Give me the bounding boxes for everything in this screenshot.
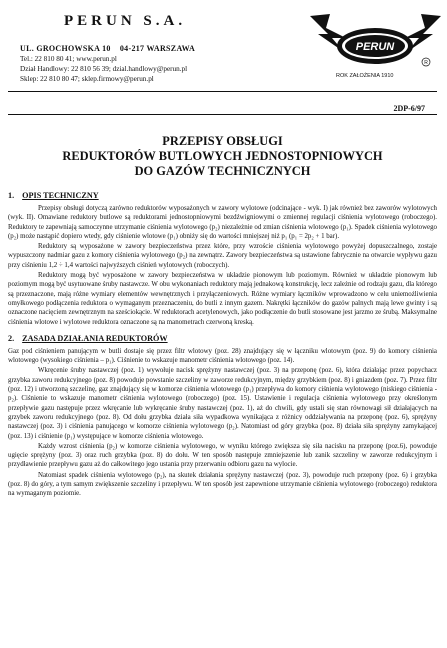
section-2-heading: 2. ZASADA DZIAŁANIA REDUKTORÓW <box>8 333 168 343</box>
section-2-paragraph-2: Wkręcenie śruby nastawczej (poz. 1) wywołuje nacisk sprężyny nastawczej (poz. 3) na przeponę (poz. 6), która działając przez popychacz grzybka zaworu redukcyjnego (poz. 8) powoduje powstanie szczeliny w zaworze redukcyjnym, między grzybkiem (poz. 8) i gniazdem (poz. 7). Przez filtr (poz. 12) i utworzoną szczelinę, gaz znajdujący się w komorze ciśnienia wlotowego (p₁) przepływa do komory ciśnienia wylotowego (niskiego ciśnienia - p₂). Ciśnienie to wskazuje manometr ciśnienia wylotowego (roboczego) (poz. 15). Ustawienie i regulacja ciśnienia wylotowego przy określonym przepływie gazu następuje przez wkręcanie lub wykręcanie śruby nastawczej (poz. 1), aż do chwili, gdy ustali się stan równowagi sił działających na grzybek zaworu redukcyjnego (poz. 8). Od dołu grzybka działa siła wypadkowa wynikająca z różnicy oddziaływania na przeponę (poz. 6), sprężyny nastawczej (poz. 3) i ciśnienia panującego w komorze ciśnienia wylotowego (p₂). Natomiast od góry grzybka (poz. 8) działa siła sprężyny zamykającej (poz. 13) i ciśnienie (p₁) występujące w komorze ciśnienia wlotowego. <box>8 367 437 440</box>
founded-year: ROK ZAŁOŻENIA 1910 <box>336 73 394 79</box>
company-address <box>20 44 195 53</box>
document-number: 2DP-6/97 <box>393 104 425 113</box>
section-1-paragraph-1: Przepisy obsługi dotyczą zarówno reduktorów wyposażonych w zawory wylotowe (odcinające - wyk. I) jak również bez zaworów wylotowych (wyk. II). Omawiane reduktory butlowe są reduktorami jednostopniowymi bezdźwigniowymi o zmiennej regulacji ciśnienia wylotowego (roboczego). Reduktory te zapewniają samoczynne utrzymanie ciśnienia wylotowego (p₂) niezależnie od zmian ciśnienia wlotowego (p₁). Spadek ciśnienia wylotowego (p₂) może nastąpić dopiero wtedy, gdy ciśnienie wlotowe (p₁) obniży się do wartości mniejszej niż p₁ (p₁ = 2p₂ + 1 bar). <box>8 205 437 240</box>
document-title <box>8 134 437 179</box>
section-2-paragraph-3: Każdy wzrost ciśnienia (p₂) w komorze ciśnienia wylotowego, w wyniku którego zwiększa się siła nacisku na przeponę (poz.6), powoduje ugięcie sprężyny (poz. 3) oraz ruch grzybka (poz. 8) do dołu. W ten sposób następuje zmniejszenie lub zanik szczeliny w zaworze redukcyjnym i przydławienie przepływu gazu aż do całkowitego jego ustania przy przerwaniu odbioru gazu na wylocie. <box>8 442 437 469</box>
title-line-1: PRZEPISY OBSŁUGI <box>162 134 283 148</box>
contact-phone: Tel.: 22 810 80 41; www.perun.pl <box>20 55 117 63</box>
section-1-paragraph-2: Reduktory są wyposażone w zawory bezpieczeństwa przez które, przy wzroście ciśnienia wylotowego powyżej dopuszczalnego, zostaje wypuszczony nadmiar gazu z komory ciśnienia wylotowego (p₂) na zewnątrz. Zawory bezpieczeństwa są ustawione fabrycznie na otwarcie wypływu gazu przy ciśnieniu 1,2 ÷ 1,4 wartości najwyższych ciśnień wylotowych (roboczych). <box>8 243 437 269</box>
address-city: 04-217 WARSZAWA <box>119 44 196 53</box>
section-2-paragraph-1: Gaz pod ciśnieniem panującym w butli dostaje się przez filtr wlotowy (poz. 28) znajdujący się w łączniku wlotowym (poz. 9) do komory ciśnienia wlotowego (wysokiego ciśnienia – p₁). Ciśnienie to wskazuje manometr ciśnienia wlotowego (poz. 14). <box>8 347 437 365</box>
header-divider-lower <box>8 114 437 115</box>
section-2-paragraph-4: Natomiast spadek ciśnienia wylotowego (p₂), na skutek działania sprężyny nastawczej (poz. 3), powoduje ruch przepony (poz. 6) i grzybka (poz. 8) do góry, a tym samym zwiększenie szczeliny i przepływu. W ten sposób jest zapewnione utrzymanie ciśnienia wylotowego (roboczego) reduktora na wymaganym poziomie. <box>8 471 437 498</box>
section-1-heading: 1. OPIS TECHNICZNY <box>8 191 99 200</box>
contact-shop: Sklep: 22 810 80 47; sklep.firmowy@perun.pl <box>20 75 154 83</box>
section-1-paragraph-3: Reduktory mogą być wyposażone w zawory bezpieczeństwa w układzie pionowym lub poziomym. Również w układzie pionowym lub poziomym mogą być usytuowane śruby nastawcze. W obu wykonaniach reduktory mają jednakową konstrukcję, lecz zależnie od rodzaju gazu, dla którego są przeznaczone, mają różne wymiary elementów wewnętrznych i przyłączeniowych. Różne wymiary łączników wprowadzono w celu uniemożliwienia omyłkowego podłączenia reduktora o wymaganym przeznaczeniu, do butli z innym gazem. Nakrętki łączników do gazów palnych mają lewe gwinty i są oznaczone nacięciem zewnętrznym na sześciokącie. W reduktorach acetylenowych, jako podłączenie do butli stosowane jest jarzmo ze śrubą. Maksymalne ciśnienia wlotowe i wylotowe reduktora oznaczone są na manometrach czerwoną kreską. <box>8 272 437 326</box>
title-line-2: REDUKTORÓW BUTLOWYCH JEDNOSTOPNIOWYCH <box>62 149 383 163</box>
letterhead <box>8 0 437 120</box>
title-line-3: DO GAZÓW TECHNICZNYCH <box>134 164 311 178</box>
contact-sales: Dział Handlowy: 22 810 56 39; dzial.handlowy@perun.pl <box>20 65 188 73</box>
svg-text:R: R <box>424 60 428 66</box>
address-street: UL. GROCHOWSKA 10 <box>20 44 111 53</box>
logo-text: PERUN <box>355 41 395 53</box>
header-divider <box>8 91 437 92</box>
company-name: PERUN S.A. <box>64 13 187 29</box>
